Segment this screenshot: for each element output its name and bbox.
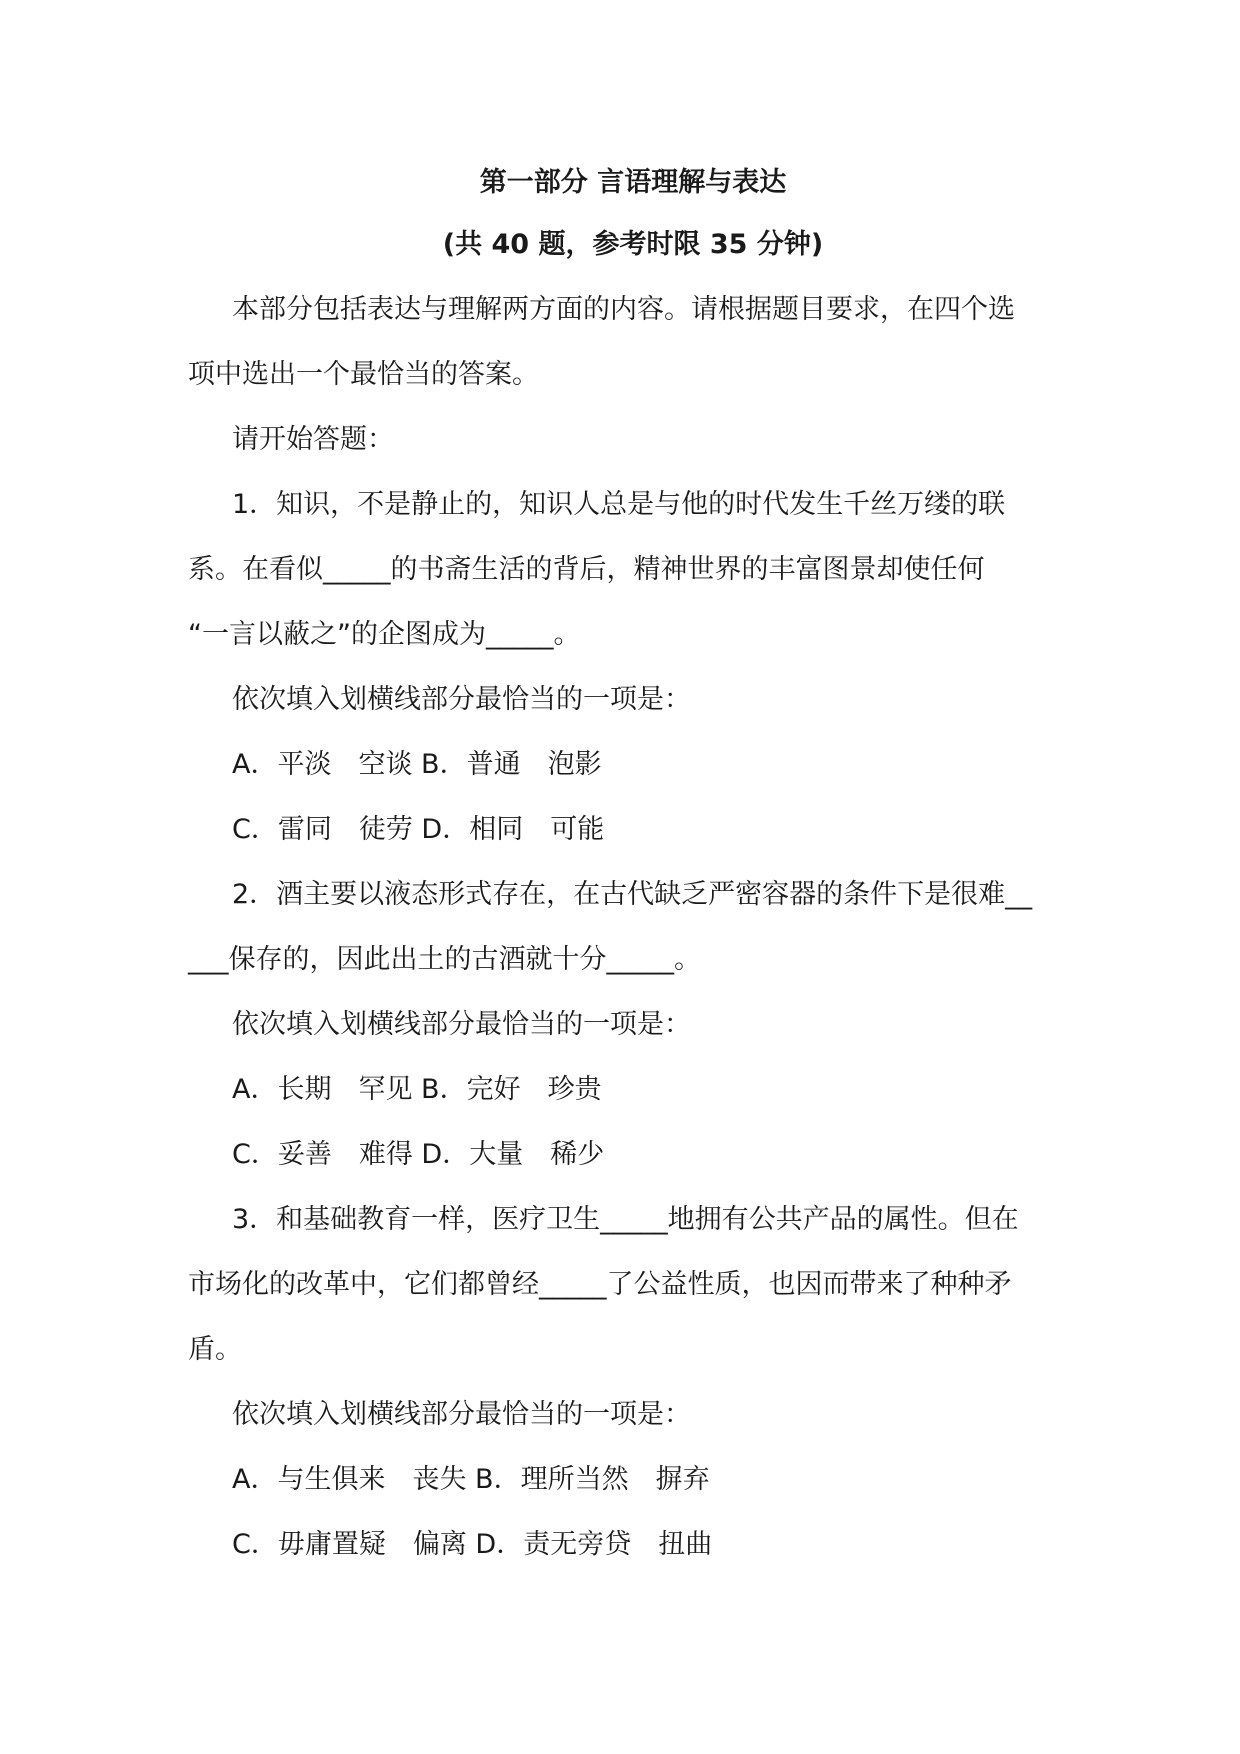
question-prompt: 依次填入划横线部分最恰当的一项是： <box>232 1399 691 1430</box>
intro-line: 项中选出一个最恰当的答案。 <box>188 359 539 390</box>
question-prompt: 依次填入划横线部分最恰当的一项是： <box>232 684 691 715</box>
question-stem-line: 2．酒主要以液态形式存在，在古代缺乏严密容器的条件下是很难__ <box>232 879 1033 910</box>
question-stem-line: 3．和基础教育一样，医疗卫生_____地拥有公共产品的属性。但在 <box>232 1204 1019 1235</box>
start-prompt: 请开始答题： <box>232 424 394 455</box>
section-title: 第一部分 言语理解与表达 <box>479 167 787 198</box>
question-options: A．长期 罕见 B．完好 珍贵 <box>232 1074 602 1105</box>
question-options: A．与生俱来 丧失 B．理所当然 摒弃 <box>232 1464 710 1495</box>
intro-line: 本部分包括表达与理解两方面的内容。请根据题目要求，在四个选 <box>232 294 1015 325</box>
question-stem-line: 1．知识，不是静止的，知识人总是与他的时代发生千丝万缕的联 <box>232 489 1006 520</box>
question-options: C．雷同 徒劳 D．相同 可能 <box>232 814 605 845</box>
question-3 <box>188 1187 1068 1577</box>
question-1 <box>188 472 1068 862</box>
question-options: C．妥善 难得 D．大量 稀少 <box>232 1139 605 1170</box>
question-stem-line: 系。在看似_____的书斋生活的背后，精神世界的丰富图景却使任何 <box>188 554 985 585</box>
question-options: A．平淡 空谈 B．普通 泡影 <box>232 749 602 780</box>
section-subtitle: (共 40 题，参考时限 35 分钟) <box>442 229 824 260</box>
instructions <box>188 277 1068 472</box>
question-2 <box>188 862 1068 1187</box>
question-prompt: 依次填入划横线部分最恰当的一项是： <box>232 1009 691 1040</box>
question-stem-line: 盾。 <box>188 1334 242 1365</box>
question-options: C．毋庸置疑 偏离 D．责无旁贷 扭曲 <box>232 1529 713 1560</box>
question-stem-line: “一言以蔽之”的企图成为_____。 <box>188 619 581 650</box>
question-stem-line: 市场化的改革中，它们都曾经_____了公益性质，也因而带来了种种矛 <box>188 1269 1012 1300</box>
document-page <box>188 168 1068 1577</box>
question-stem-line: ___保存的，因此出土的古酒就十分_____。 <box>188 944 701 975</box>
